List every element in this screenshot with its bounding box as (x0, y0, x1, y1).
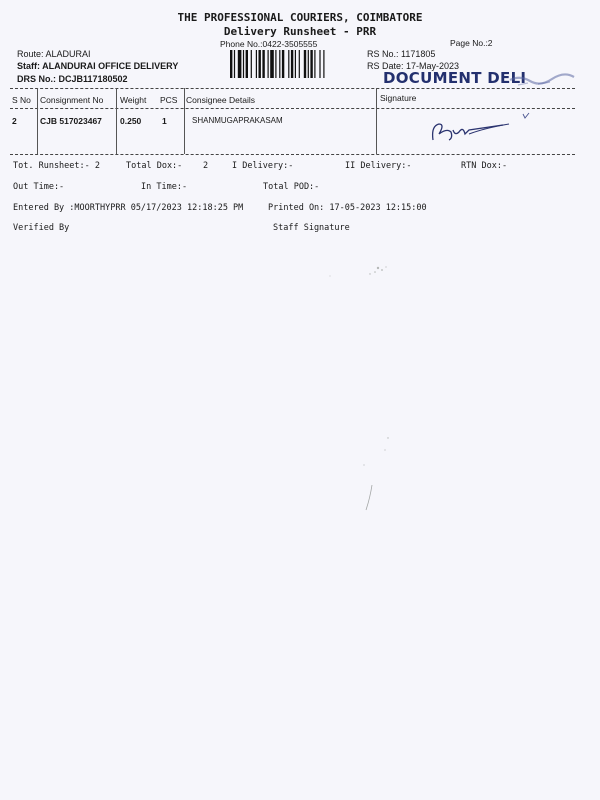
row-weight: 0.250 (120, 116, 142, 126)
table-top-rule (10, 88, 575, 89)
scan-specks (300, 260, 420, 520)
barcode (230, 50, 356, 78)
out-time: Out Time:- (13, 182, 65, 192)
company-title: THE PROFESSIONAL COURIERS, COIMBATORE (177, 11, 423, 24)
staff-label: Staff: ALANDURAI OFFICE DELIVERY (17, 61, 179, 71)
drs-number: DRS No.: DCJB117180502 (17, 74, 128, 84)
staff-signature-label: Staff Signature (273, 223, 350, 233)
header-weight: Weight (120, 95, 147, 105)
column-divider (116, 88, 117, 154)
total-dox-label: Total Dox:- (126, 161, 183, 171)
row-consignment: CJB 517023467 (40, 116, 102, 126)
ii-delivery: II Delivery:- (345, 161, 412, 171)
header-signature: Signature (380, 93, 417, 103)
column-divider (37, 88, 38, 154)
row-sno: 2 (12, 116, 17, 126)
total-dox-value: 2 (203, 161, 209, 171)
phone-number: Phone No.:0422-3505555 (220, 39, 318, 49)
header-consignee: Consignee Details (186, 95, 255, 105)
route-label: Route: ALADURAI (17, 49, 91, 59)
row-pcs: 1 (162, 116, 167, 126)
row-consignee: SHANMUGAPRAKASAM (192, 116, 283, 125)
printed-on: Printed On: 17-05-2023 12:15:00 (268, 203, 427, 213)
table-bottom-rule (10, 154, 575, 155)
header-consignment: Consignment No (40, 95, 104, 105)
rtn-dox: RTN Dox:- (461, 161, 508, 171)
total-pod: Total POD:- (263, 182, 320, 192)
in-time: In Time:- (141, 182, 188, 192)
verified-by: Verified By (13, 223, 70, 233)
rs-number: RS No.: 1171805 (367, 49, 436, 59)
table-header-rule (10, 108, 575, 109)
stamp-faded-tail (508, 71, 578, 89)
header-pcs: PCS (160, 95, 178, 105)
column-divider (184, 88, 185, 154)
tot-runsheet: Tot. Runsheet:- 2 (13, 161, 100, 171)
i-delivery: I Delivery:- (232, 161, 294, 171)
column-divider (376, 88, 377, 154)
rs-date: RS Date: 17-May-2023 (367, 61, 460, 71)
header-sno: S No (12, 95, 31, 105)
handwritten-signature (425, 112, 535, 152)
entered-by: Entered By :MOORTHYPRR 05/17/2023 12:18:25 PM (13, 203, 244, 213)
document-title: Delivery Runsheet - PRR (223, 25, 377, 38)
document-delivery-stamp: DOCUMENT DELI (383, 69, 527, 87)
page-number: Page No.:2 (450, 38, 493, 48)
